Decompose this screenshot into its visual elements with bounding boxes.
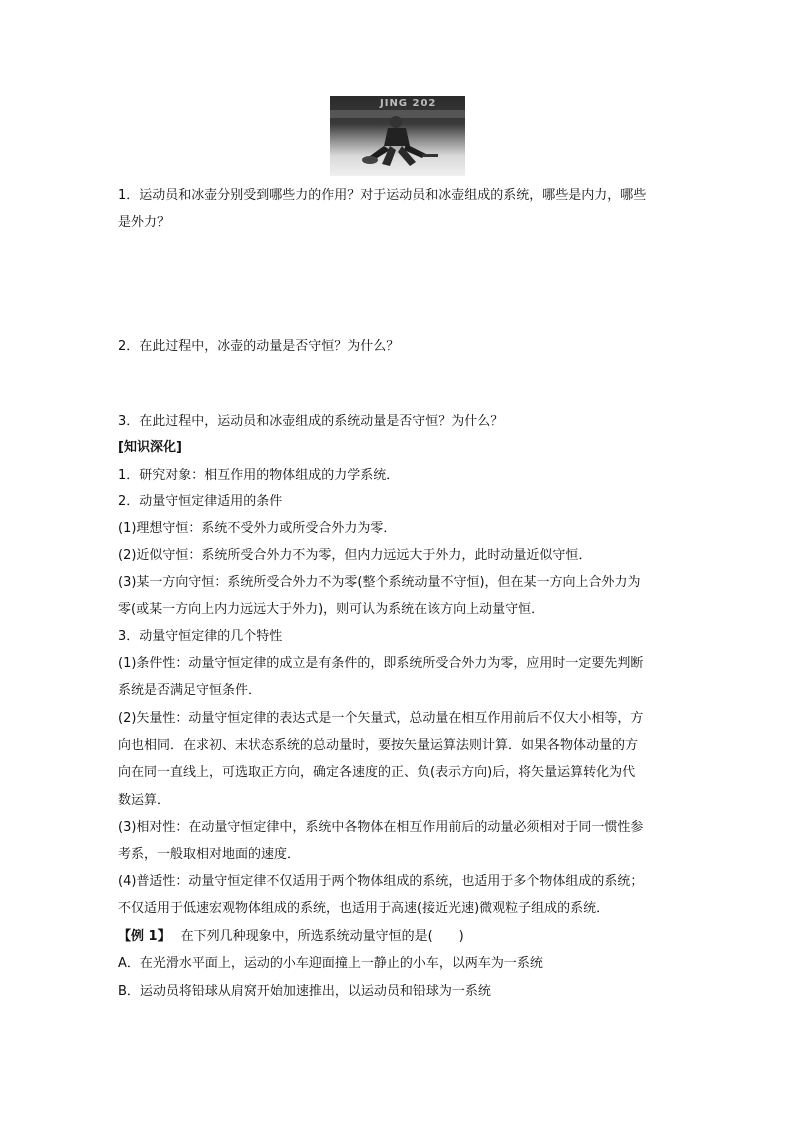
example-option-b: B．运动员将铅球从肩窝开始加速推出，以运动员和铅球为一系统 [118, 984, 491, 999]
knowledge-line: (3)某一方向守恒：系统所受合外力不为零(整个系统动量不守恒)，但在某一方向上合外力为 [118, 575, 641, 590]
knowledge-line: (2)近似守恒：系统所受合外力不为零，但内力远远大于外力，此时动量近似守恒． [118, 548, 592, 563]
example-option-a: A．在光滑水平面上，运动的小车迎面撞上一静止的小车，以两车为一系统 [118, 956, 543, 971]
example-1 [118, 929, 464, 945]
knowledge-line: 2．动量守恒定律适用的条件 [118, 494, 283, 509]
knowledge-line: (1)条件性：动量守恒定律的成立是有条件的，即系统所受合外力为零，应用时一定要先判断 [118, 656, 644, 671]
knowledge-line: 向在同一直线上，可选取正方向，确定各速度的正、负(表示方向)后，将矢量运算转化为代 [118, 765, 636, 780]
knowledge-line: 1．研究对象：相互作用的物体组成的力学系统． [118, 468, 400, 483]
knowledge-line: 零(或某一方向上内力远远大于外力)，则可认为系统在该方向上动量守恒． [118, 602, 545, 617]
question-1-line-1: 1．运动员和冰壶分别受到哪些力的作用？对于运动员和冰壶组成的系统，哪些是内力，哪些 [118, 188, 647, 203]
knowledge-line: 不仅适用于低速宏观物体组成的系统，也适用于高速(接近光速)微观粒子组成的系统． [118, 901, 610, 916]
example-label: 【例 1】 [118, 929, 171, 944]
knowledge-line: (3)相对性：在动量守恒定律中，系统中各物体在相互作用前后的动量必须相对于同一惯性参 [118, 820, 644, 835]
knowledge-line: (2)矢量性：动量守恒定律的表达式是一个矢量式，总动量在相互作用前后不仅大小相等，方 [118, 711, 644, 726]
knowledge-heading: [知识深化] [118, 440, 182, 455]
knowledge-line: 向也相同．在求初、末状态系统的总动量时，要按矢量运算法则计算．如果各物体动量的方 [118, 738, 639, 753]
knowledge-line: 数运算． [118, 793, 171, 808]
photo-banner-text: JING 202 [380, 98, 437, 109]
question-1-line-2: 是外力？ [118, 215, 171, 230]
knowledge-line: 考系，一般取相对地面的速度． [118, 847, 301, 862]
question-3: 3．在此过程中，运动员和冰壶组成的系统动量是否守恒？为什么？ [118, 414, 504, 429]
example-stem: 在下列几种现象中，所选系统动量守恒的是( ) [180, 929, 464, 944]
curling-photo [330, 96, 465, 176]
knowledge-line: (4)普适性：动量守恒定律不仅适用于两个物体组成的系统，也适用于多个物体组成的系统； [118, 874, 644, 889]
curler-figure [330, 96, 465, 176]
knowledge-line: 3．动量守恒定律的几个特性 [118, 629, 283, 644]
knowledge-line: 系统是否满足守恒条件． [118, 683, 262, 698]
question-2: 2．在此过程中，冰壶的动量是否守恒？为什么？ [118, 339, 400, 354]
knowledge-line: (1)理想守恒：系统不受外力或所受合外力为零． [118, 521, 397, 536]
